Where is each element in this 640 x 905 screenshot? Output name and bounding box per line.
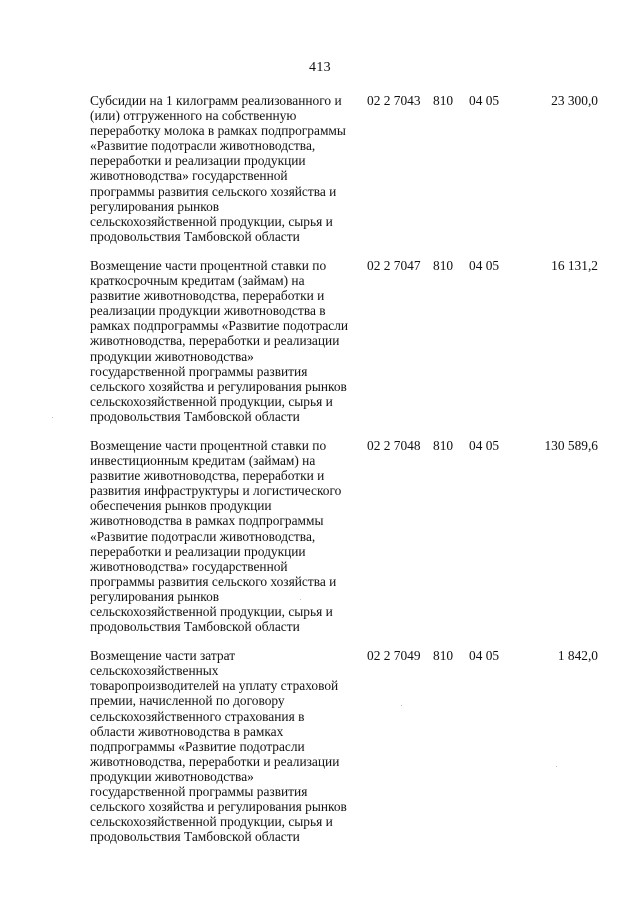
description-line: продовольствия Тамбовской области — [90, 408, 300, 424]
row-description — [90, 648, 352, 844]
description-line: премии, начисленной по договору — [90, 693, 285, 709]
target-article-code: 02 2 7048 — [367, 437, 421, 453]
amount-value: 130 589,6 — [544, 437, 598, 453]
description-line: обеспечения рынков продукции — [90, 498, 272, 514]
table-row — [0, 93, 640, 244]
description-line: Возмещение части процентной ставки по — [90, 437, 327, 453]
description-line: Возмещение части процентной ставки по — [90, 257, 327, 273]
description-line: Возмещение части затрат — [90, 648, 236, 664]
table-row — [0, 438, 640, 634]
description-line: развитие животноводства, переработки и — [90, 468, 325, 484]
description-line: сельского хозяйства и регулирования рынков — [90, 378, 347, 394]
description-line: рамках подпрограммы «Развитие подотрасли — [90, 318, 349, 334]
description-line: переработки и реализации продукции — [90, 153, 306, 169]
description-line: реализации продукции животноводства в — [90, 303, 326, 319]
description-line: сельскохозяйственных — [90, 663, 219, 679]
expense-type-code: 810 — [433, 648, 454, 664]
description-line: животноводства» государственной — [90, 558, 288, 574]
description-line: области животноводства в рамках — [90, 723, 284, 739]
target-article-code: 02 2 7043 — [367, 93, 421, 108]
description-line: развития инфраструктуры и логистического — [90, 483, 342, 499]
description-line: программы развития сельского хозяйства и — [90, 183, 337, 199]
description-line: животноводства» государственной — [90, 168, 288, 184]
description-line: животноводства в рамках подпрограммы — [90, 513, 324, 529]
description-line: животноводства, переработки и реализации — [90, 333, 340, 349]
description-line: товаропроизводителей на уплату страховой — [90, 678, 339, 694]
page-number: 413 — [309, 60, 331, 75]
description-line: сельскохозяйственного страхования в — [90, 708, 305, 724]
amount-value: 16 131,2 — [551, 257, 598, 273]
description-line: подпрограммы «Развитие подотрасли — [90, 738, 305, 754]
section-code: 04 05 — [469, 648, 500, 664]
expense-type-code: 810 — [433, 257, 454, 273]
target-article-code: 02 2 7049 — [367, 648, 421, 664]
scan-speck — [401, 705, 402, 706]
budget-table — [0, 93, 640, 858]
scan-speck — [556, 766, 557, 767]
description-line: государственной программы развития — [90, 363, 308, 379]
target-article-code: 02 2 7047 — [367, 257, 421, 273]
description-line: инвестиционным кредитам (займам) на — [90, 453, 316, 469]
description-line: развитие животноводства, переработки и — [90, 288, 325, 304]
description-line: продукции животноводства» — [90, 768, 254, 784]
description-line: переработку молока в рамках подпрограммы — [90, 123, 346, 139]
row-description — [90, 93, 352, 244]
table-row — [0, 258, 640, 424]
description-line: программы развития сельского хозяйства и — [90, 573, 337, 589]
description-line: сельскохозяйственной продукции, сырья и — [90, 393, 333, 409]
row-description — [90, 258, 352, 424]
section-code: 04 05 — [469, 93, 500, 108]
amount-value: 23 300,0 — [551, 93, 598, 108]
description-line: Субсидии на 1 килограмм реализованного и — [90, 93, 342, 108]
description-line: «Развитие подотрасли животноводства, — [90, 138, 316, 154]
description-line: продовольствия Тамбовской области — [90, 228, 300, 244]
description-line: продовольствия Тамбовской области — [90, 619, 300, 635]
expense-type-code: 810 — [433, 437, 454, 453]
row-description — [90, 438, 352, 634]
scan-speck — [300, 599, 301, 600]
section-code: 04 05 — [469, 257, 500, 273]
description-line: регулирования рынков — [90, 588, 220, 604]
description-line: краткосрочным кредитам (займам) на — [90, 273, 305, 289]
description-line: регулирования рынков — [90, 198, 220, 214]
amount-value: 1 842,0 — [557, 648, 598, 664]
description-line: сельского хозяйства и регулирования рынков — [90, 799, 347, 815]
description-line: (или) отгруженного на собственную — [90, 108, 297, 124]
expense-type-code: 810 — [433, 93, 454, 108]
section-code: 04 05 — [469, 437, 500, 453]
description-line: «Развитие подотрасли животноводства, — [90, 528, 316, 544]
scan-speck — [52, 417, 53, 418]
description-line: переработки и реализации продукции — [90, 543, 306, 559]
description-line: сельскохозяйственной продукции, сырья и — [90, 213, 333, 229]
description-line: продукции животноводства» — [90, 348, 254, 364]
description-line: сельскохозяйственной продукции, сырья и — [90, 814, 333, 830]
table-row — [0, 648, 640, 844]
description-line: продовольствия Тамбовской области — [90, 829, 300, 845]
description-line: животноводства, переработки и реализации — [90, 753, 340, 769]
description-line: государственной программы развития — [90, 784, 308, 800]
description-line: сельскохозяйственной продукции, сырья и — [90, 604, 333, 619]
